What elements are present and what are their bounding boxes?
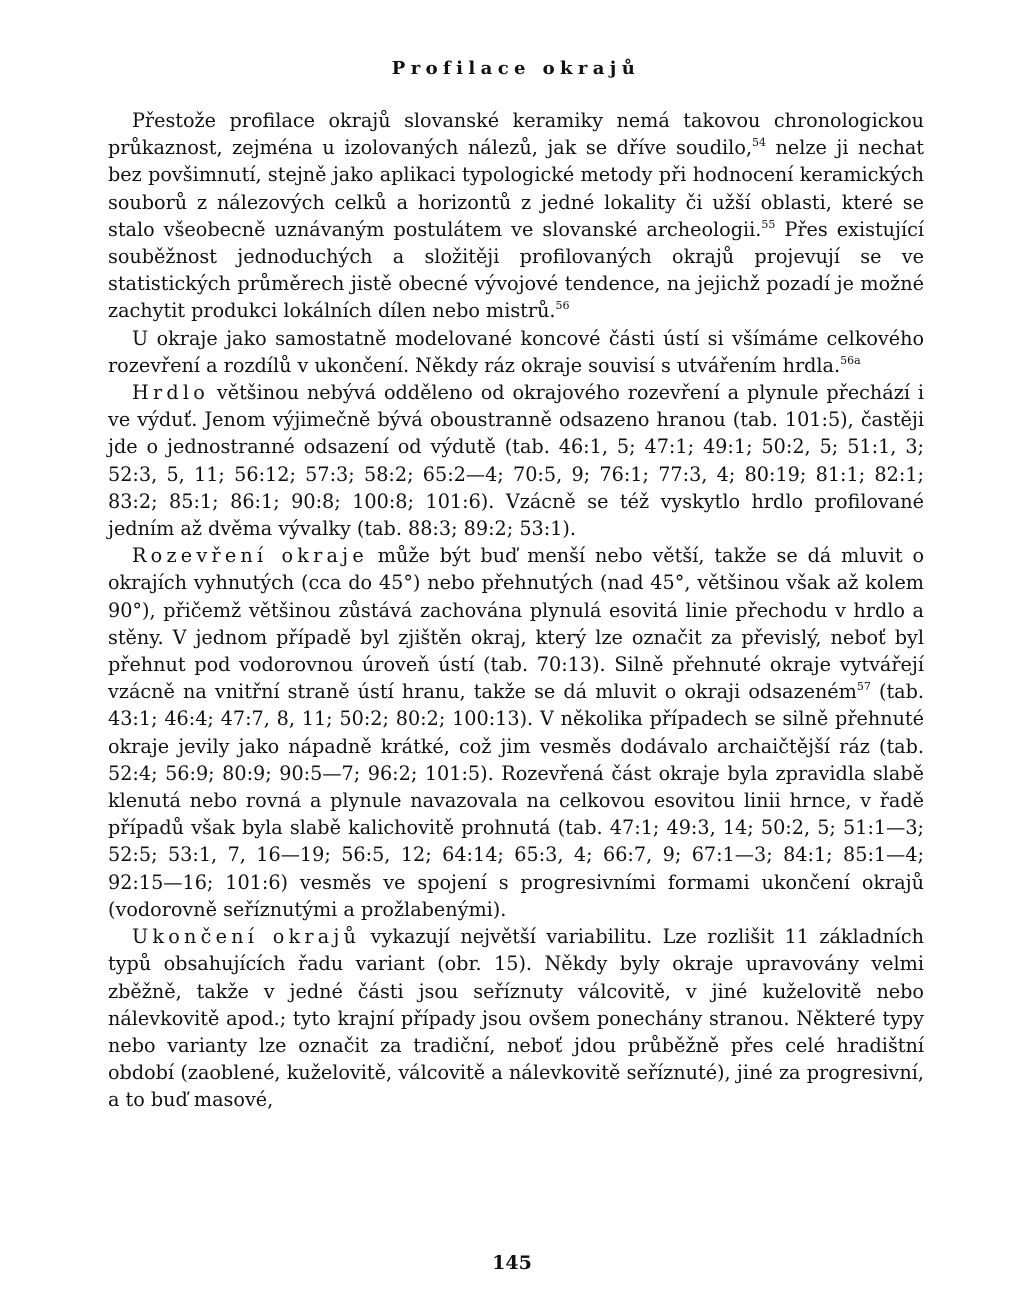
page-number: 145 — [492, 1252, 532, 1274]
spaced-term: Rozevření okraje — [132, 544, 368, 568]
text-run: vykazují největší variabilitu. Lze rozlišit 11 základních typů obsahujících řadu variant (obr. 15). Někdy byly okraje upravovány velmi zběžně, takže v jedné části jsou seříznuty válcovitě, v jiné kuželovitě nebo nálevkovitě apod.; tyto krajní případy jsou ovšem ponechány stranou. Některé typy nebo varianty lze označit za tradiční, neboť jdou průběžně přes celé hradištní období (zaoblené, kuželovitě, válcovitě a nálevkovitě seříznuté), jiné za progresivní, a to buď masové, — [108, 925, 925, 1112]
text-run: (tab. 43:1; 46:4; 47:7, 8, 11; 50:2; 80:2; 100:13). V několika případech se silně přehnuté okraje jevily jako nápadně krátké, což jim vesměs dodávalo archaičtější ráz (tab. 52:4; 56:9; 80:9; 90:5—7; 96:2; 101:5). Rozevřená část okraje byla zpravidla slabě klenutá nebo rovná a plynule navazovala na celkovou esovitou linii hrnce, v řadě případů však byla slabě kalichovitě prohnutá (tab. 47:1; 49:3, 14; 50:2, 5; 51:1—3; 52:5; 53:1, 7, 16—19; 56:5, 12; 64:14; 65:3, 4; 66:7, 9; 67:1—3; 84:1; 85:1—4; 92:15—16; 101:6) vesměs ve spojení s progresivními formami ukončení okrajů (vodorovně seříznutými a prožlabenými). — [108, 680, 924, 921]
paragraph-neck — [108, 379, 924, 542]
footnote-ref: 56 — [555, 299, 570, 313]
text-run: může být buď menší nebo větší, takže se dá mluvit o okrajích vyhnutých (cca do 45°) nebo přehnutých (nad 45°, většinou však až kolem 90°), přičemž většinou zůstává zachována plynulá esovitá linie přechodu v hrdlo a stěny. V jednom případě byl zjištěn okraj, který lze označit za převislý, neboť byl přehnut pod vodorovnou úroveň ústí (tab. 70:13). Silně přehnuté okraje vytvářejí vzácně na vnitřní straně ústí hranu, takže se dá mluvit o okraji odsazeném — [108, 544, 924, 704]
text-run: většinou nebývá odděleno od okrajového rozevření a plynule přechází i ve výduť. Jenom výjimečně bývá oboustranně odsazeno hranou (tab. 101:5), častěji jde o jednostranné odsazení od výdutě (tab. 46:1, 5; 47:1; 49:1; 50:2, 5; 51:1, 3; 52:3, 5, 11; 56:12; 57:3; 58:2; 65:2—4; 70:5, 9; 76:1; 77:3, 4; 80:19; 81:1; 82:1; 83:2; 85:1; 86:1; 90:8; 100:8; 101:6). Vzácně se též vyskytlo hrdlo profilované jedním až dvěma vývalky (tab. 88:3; 89:2; 53:1). — [108, 381, 924, 541]
footnote-ref: 56a — [840, 353, 861, 367]
spaced-term: Hrdlo — [132, 381, 209, 405]
footnote-ref: 55 — [761, 217, 776, 231]
footnote-ref: 57 — [856, 680, 871, 694]
footnote-ref: 54 — [751, 136, 766, 150]
paragraph-intro — [108, 107, 924, 325]
text-run: Přes existující souběžnost jednoduchých a složitěji profilovaných okrajů projevují se ve statistických průměrech jistě obecné vývojové tendence, na jejichž pozadí je možné zachytit produkci lokálních dílen nebo mistrů. — [108, 217, 924, 323]
text-run: U okraje jako samostatně modelované koncové části ústí si všímáme celkového rozevření a rozdílů v ukončení. Někdy ráz okraje souvisí s utvářením hrdla. — [108, 326, 924, 377]
paragraph-opening — [108, 542, 924, 923]
text-run: nelze ji nechat bez povšimnutí, stejně jako aplikaci typologické metody při hodnocení keramických souborů z nálezových celků a horizontů z jedné lokality či užší oblasti, které se stalo všeobecně uznávaným postulátem ve slovanské archeologii. — [108, 136, 924, 241]
spaced-term: Ukončení okrajů — [132, 925, 361, 949]
paragraph-ending — [108, 923, 924, 1113]
text-run: Přestože profilace okrajů slovanské keramiky nemá takovou chronologickou průkaznost, zejména u izolovaných nálezů, jak se dříve soudilo, — [108, 109, 924, 160]
section-heading: Profilace okrajů — [391, 58, 641, 79]
paragraph-rim — [108, 325, 924, 379]
